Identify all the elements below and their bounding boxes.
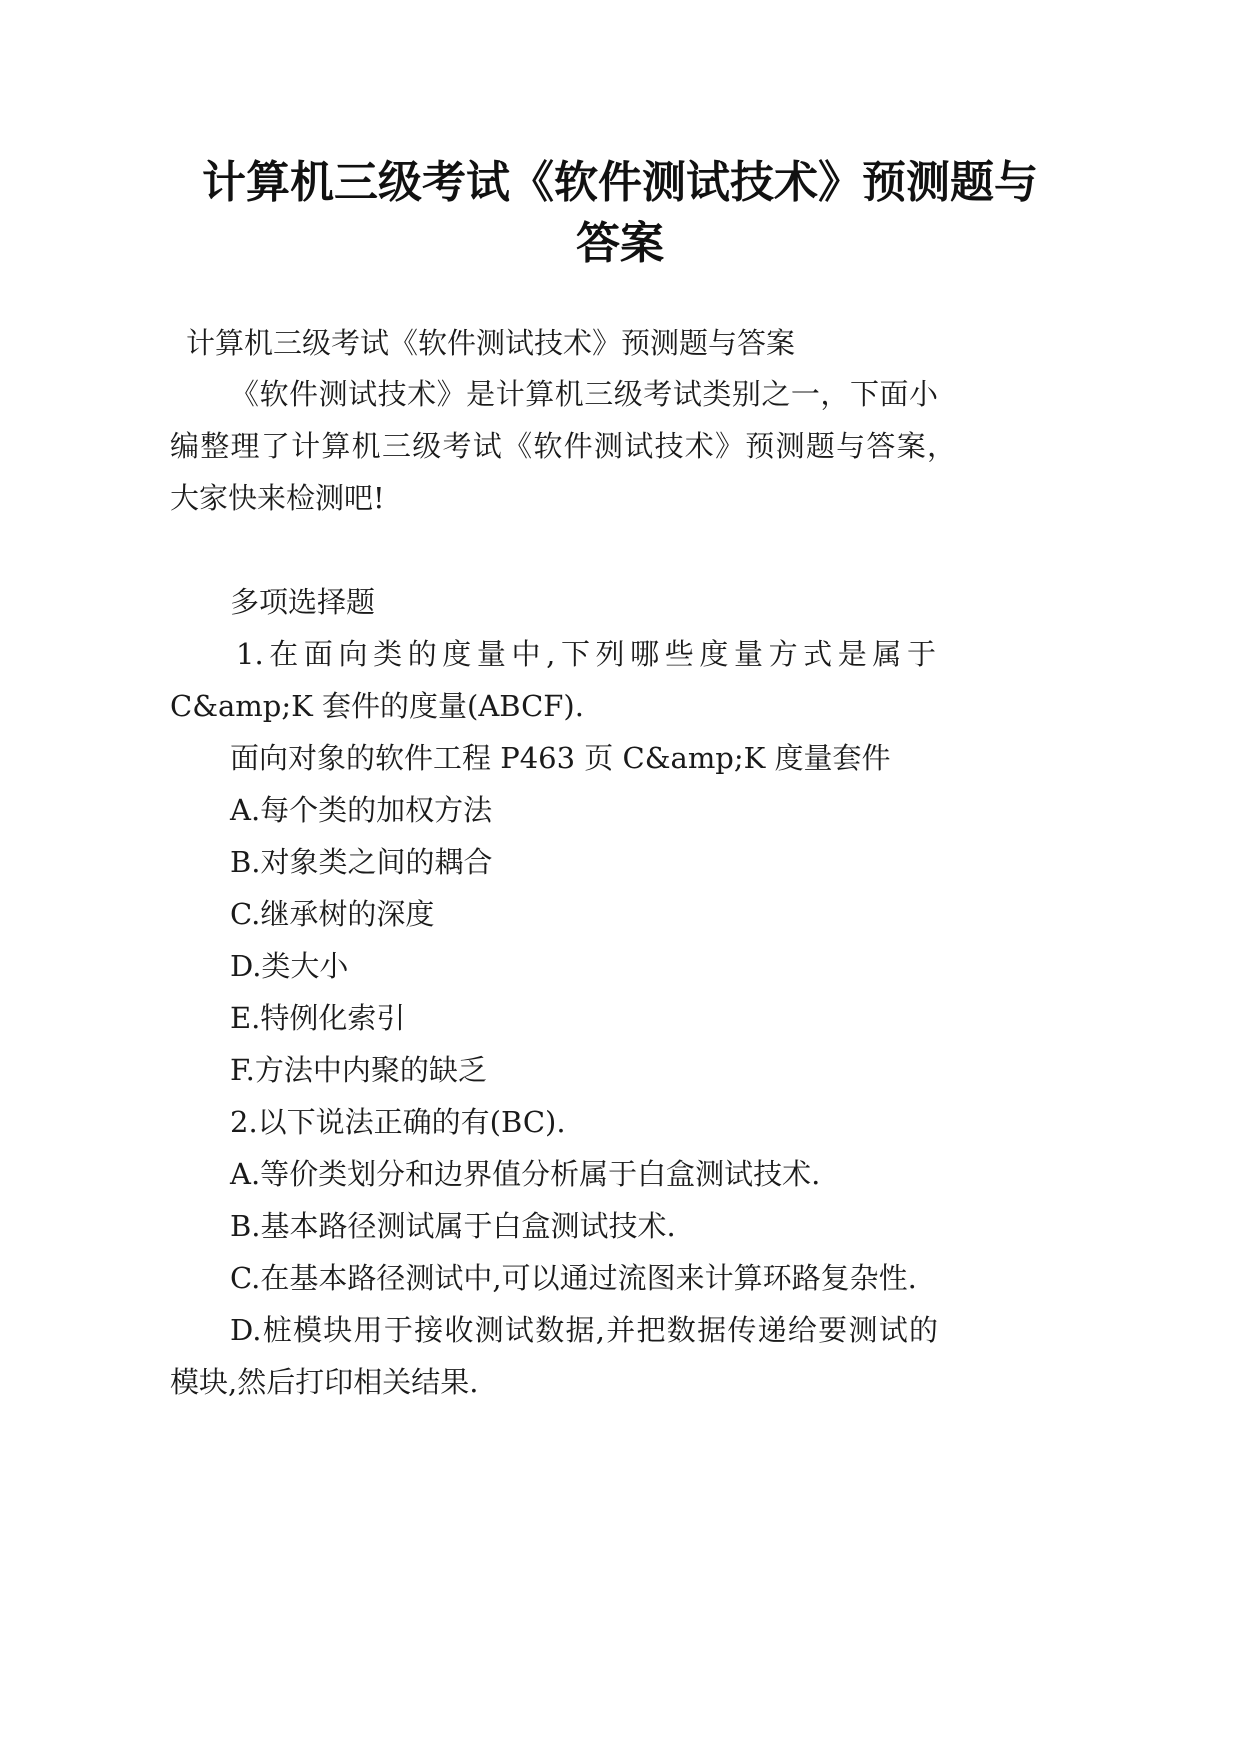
intro-line-1: 《软件测试技术》是计算机三级考试类别之一，下面小 [230,377,938,411]
subtitle: 计算机三级考试《软件测试技术》预测题与答案 [186,326,796,360]
section-heading: 多项选择题 [230,585,376,619]
question-1-option-f: F.方法中内聚的缺乏 [230,1053,487,1087]
question-2-option-d-line-1: D.桩模块用于接收测试数据,并把数据传递给要测试的 [230,1313,938,1347]
question-2-option-c: C.在基本路径测试中,可以通过流图来计算环路复杂性. [230,1261,917,1295]
document-title-line-1: 计算机三级考试《软件测试技术》预测题与 [202,157,1038,208]
question-2-option-b: B.基本路径测试属于白盒测试技术. [230,1209,676,1243]
question-2-stem: 2.以下说法正确的有(BC). [230,1105,566,1139]
question-1-option-a: A.每个类的加权方法 [230,793,493,827]
question-1-option-b: B.对象类之间的耦合 [230,845,493,879]
question-1-line-2: C&amp;K 套件的度量(ABCF). [170,689,584,723]
question-1-line-1: 1.在面向类的度量中,下列哪些度量方式是属于 [236,637,936,671]
question-2-option-a: A.等价类划分和边界值分析属于白盒测试技术. [230,1157,821,1191]
question-1-option-e: E.特例化索引 [230,1001,406,1035]
intro-line-3: 大家快来检测吧! [170,481,385,515]
question-1-option-d: D.类大小 [230,949,349,983]
question-1-note: 面向对象的软件工程 P463 页 C&amp;K 度量套件 [230,741,891,775]
question-2-option-d-line-2: 模块,然后打印相关结果. [170,1365,479,1399]
intro-line-2: 编整理了计算机三级考试《软件测试技术》预测题与答案， [170,429,956,463]
document-title-line-2: 答案 [576,218,664,269]
question-1-option-c: C.继承树的深度 [230,897,435,931]
